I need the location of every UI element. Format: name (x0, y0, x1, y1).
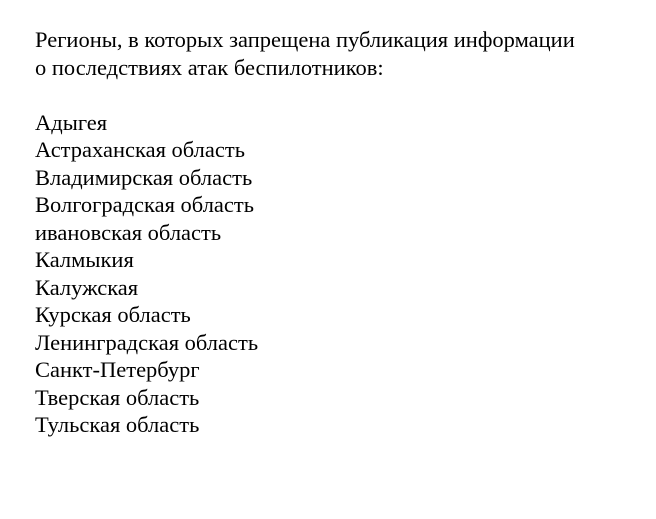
list-item: Калужская (35, 274, 139, 300)
list-item: Санкт-Петербург (35, 357, 200, 382)
region-list (35, 109, 635, 439)
blank-line (35, 81, 635, 109)
list-item: Курская область (35, 302, 191, 327)
list-item: Тверская область (35, 384, 200, 410)
list-item: Ленинградская область (35, 329, 259, 355)
document-heading (35, 26, 635, 81)
heading-line-2: о последствиях атак беспилотников: (35, 54, 384, 80)
heading-line-1: Регионы, в которых запрещена публикация информации (35, 27, 575, 52)
list-item: Владимирская область (35, 164, 253, 190)
document-page (35, 26, 635, 439)
list-item: Астраханская область (35, 137, 245, 162)
list-item: Тульская область (35, 412, 200, 437)
list-item: ивановская область (35, 219, 222, 245)
list-item: Адыгея (35, 109, 108, 135)
list-item: Волгоградская область (35, 192, 254, 217)
list-item: Калмыкия (35, 247, 134, 272)
